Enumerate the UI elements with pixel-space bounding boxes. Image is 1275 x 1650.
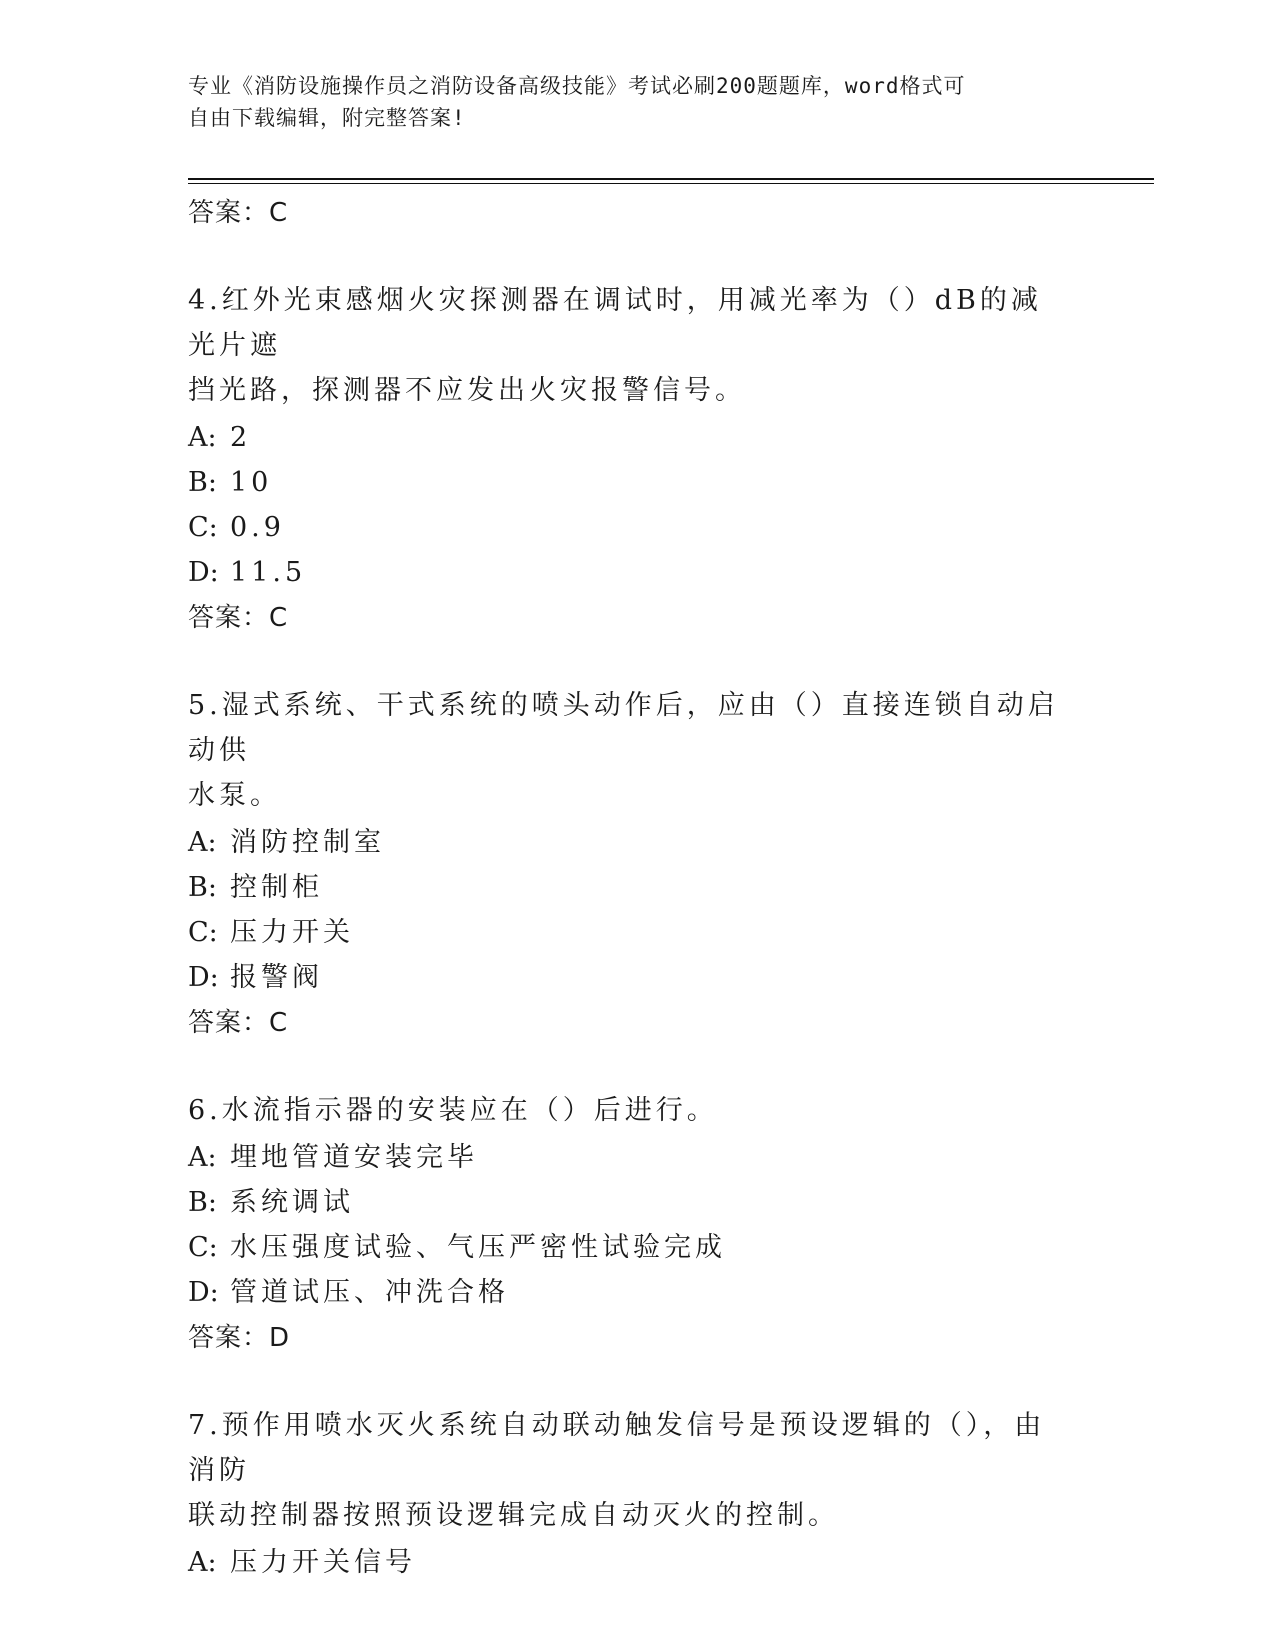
answer-line: 答案：C (188, 1008, 289, 1038)
question-block (188, 683, 1068, 1046)
answer-line: 答案：C (188, 603, 289, 633)
question-stem: 5.湿式系统、干式系统的喷头动作后，应由（）直接连锁自动启动供 水泵。 (188, 690, 1059, 811)
header-divider-thick (188, 178, 1154, 180)
question-stem: 4.红外光束感烟火灾探测器在调试时，用减光率为（）dB的减光片遮 挡光路，探测器不应发出火灾报警信号。 (188, 285, 1042, 406)
option-c: C: 0.9 (188, 512, 285, 543)
option-a: A: 2 (188, 422, 252, 453)
option-a: A: 埋地管道安装完毕 (188, 1142, 478, 1173)
question-block (188, 278, 1068, 641)
question-block (188, 1403, 1068, 1585)
option-d: D: 11.5 (188, 557, 307, 588)
option-c: C: 压力开关 (188, 917, 354, 948)
header-line-1: 专业《消防设施操作员之消防设备高级技能》考试必刷200题题库，word格式可 (188, 74, 966, 98)
answer-line: 答案：D (188, 1323, 291, 1353)
option-c: C: 水压强度试验、气压严密性试验完成 (188, 1232, 726, 1263)
option-a: A: 压力开关信号 (188, 1547, 416, 1578)
document-header (188, 70, 1068, 134)
question-stem: 7.预作用喷水灭火系统自动联动触发信号是预设逻辑的（），由消防 联动控制器按照预设逻辑完成自动灭火的控制。 (188, 1410, 1046, 1531)
header-divider-thin (188, 183, 1154, 184)
option-b: B: 10 (188, 467, 273, 498)
header-line-2: 自由下载编辑，附完整答案! (188, 106, 466, 130)
answer-line: 答案：C (188, 198, 289, 228)
option-b: B: 系统调试 (188, 1187, 354, 1218)
option-d: D: 管道试压、冲洗合格 (188, 1277, 509, 1308)
question-block (188, 1088, 1068, 1361)
option-a: A: 消防控制室 (188, 827, 385, 858)
question-list (188, 190, 1068, 1585)
option-b: B: 控制柜 (188, 872, 323, 903)
option-d: D: 报警阀 (188, 962, 323, 993)
question-stem: 6.水流指示器的安装应在（）后进行。 (188, 1095, 718, 1126)
